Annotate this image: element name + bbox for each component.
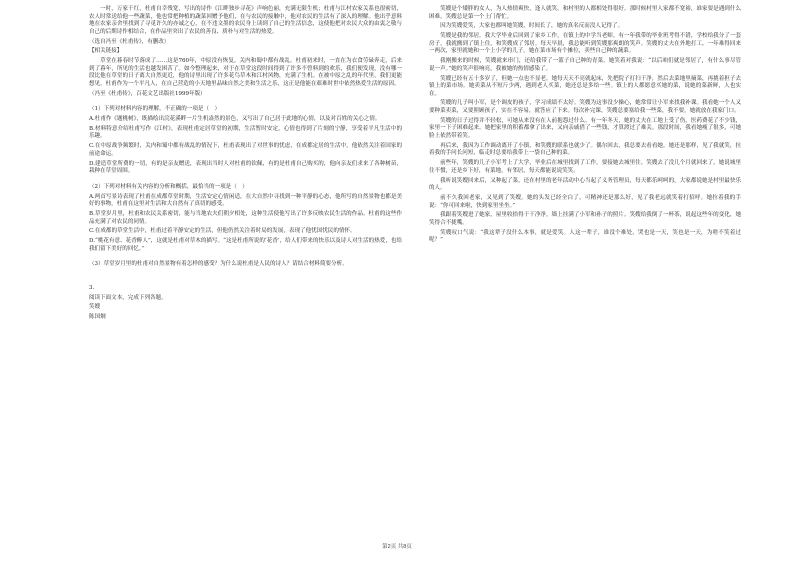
story-paragraph: 我听说笑嫂回来后，又种起了菜，还在村里的老年活动中心当起了义务管理员，每天都乐呵呵的，大家都说她是村里最快乐的人。 (429, 177, 741, 192)
question-2-option-a: A.两首写景诗表现了杜甫在成都草堂时期，生活安定心情闲适，在大自然中寻找到一种平静的心态，他所写的自然景物也都是美好的事物，杜甫在这里对生活和大自然有了真切的感受。 (89, 193, 402, 208)
story-paragraph: 前不久我回老家，又见到了笑嫂。她的头发已经全白了，可精神还是那么好，见了我老远就笑着打招呼。她拉着我的手说：“你可回来啦，快到家里坐坐。” (429, 194, 741, 209)
story-title: 笑嫂 (89, 304, 101, 311)
source-citation: （选自冯至《杜甫传》，有删改） (89, 38, 170, 45)
story-paragraph: 笑嫂的日子过得并不轻松，可她从来没有在人前抱怨过什么。有一年冬天，她的丈夫在工地上受了伤，医药费花了不少钱，家里一下子困难起来。她把家里的积蓄都拿了出来，又向亲戚借了一些钱，才算渡过了难关。那段时间，我看她瘦了很多，可她脸上依然带着笑。 (429, 117, 741, 140)
question-3-stem: （3）草堂岁月里的杜甫对自然景物有着怎样的感受？为什么说杜甫是人民的诗人？请结合材料简要分析。 (89, 261, 348, 268)
story-paragraph: 前些年，笑嫂的儿子小军考上了大学，毕业后在城里找到了工作，要接她去城里住。笑嫂去了没几个月就回来了，她说城里住不惯，还是乡下好，有菜地，有邻居，每天都能说说笑笑。 (429, 160, 741, 174)
story-paragraph: 我刚搬来的时候，笑嫂就来串门，还给我带了一篮子自己种的青菜。她笑着对我说：“以后咱们就是邻居了，有什么事尽管说一声。”她的笑声很响亮，我被她的热情感染了。 (429, 58, 741, 72)
question-2-stem: （2）下列对材料有关内容的分析和概括，最恰当的一项是（ ） (89, 183, 248, 190)
right-column (429, 6, 741, 247)
question-1-option-b: B.材料特意介绍杜甫写作《江村》，表现杜甫定居草堂的初期，生活暂时安定，心情也得到了片刻的宁静，享受着平凡生活中的乐趣。 (89, 125, 402, 140)
question-1-option-a: A.杜甫作《题桃树》，既描绘出浣花溪畔一片生机盎然的景色，又写出了自己居于此地的心情，以及对百姓的关心之情。 (89, 116, 381, 123)
question-1-option-c: C.在中原战争频繁时，关内和蜀中都有战乱的情况下，杜甫表现出了对世事的忧虑，在成都定居的生活中，他依然关注着国家的前途命运。 (89, 143, 402, 157)
question-number: 3. (89, 284, 95, 291)
story-paragraph: 笑嫂是我的邻居。我大学毕业后回到了家乡工作，在镇上的中学当老师。有一年我带的毕业班考得不错，学校给我分了一套房子，我就搬到了镇上住，和笑嫂成了邻居。每天早晨，我总能听到笑嫂那爽朗的笑声。笑嫂的丈夫在外地打工，一年难得回来一两次，家里就她和一个上小学的儿子。她在菜市场有个摊位，卖些自己种的蔬菜。 (429, 33, 741, 55)
section-heading-related: 【相关链接】 (89, 48, 123, 55)
story-paragraph: 笑嫂已经有五十多岁了，但她一点也不显老。她每天天不亮就起床，先把院子打扫干净，然后去菜地里摘菜，再挑着担子去镇上的菜市场。她卖菜从不短斤少两，遇到老人买菜，她还总是多给一些。镇上的人都愿意买她的菜，说她的菜新鲜，人也实在。 (429, 75, 741, 97)
related-source: （冯至《杜甫传》，百花文艺出版社1999年版） (89, 90, 206, 97)
body-paragraph: 一时，万家千红，杜甫自幸残宽，写出的诗作《江畔独步寻花》声响色丽，充满无限生机；杜甫与江村农家关系也很密切，农人时常送给他一些蔬菜，他也常把种植的蔬菜回赠予他们，在与农民的接触中，他对农民的生活有了深入的理解。他出乎意料地在农家亲舍里找到了寻觅许久的亦诚之心，在不违文墨的农民身上读到了自己的生活信念，这使他把对农民大众的由衷之敬与自己的后期诗作相结合，在作品里突出了农民的善良、质朴与对生活的热爱。 (89, 6, 402, 35)
question-2-option-c: C.在成都的草堂生活中，杜甫过着平静安定的生活，但他仍然关注着时局的发展，表现了他忧国忧民的情怀。 (89, 228, 356, 235)
question-1-stem: （1）下列对材料内容的理解，不正确的一项是（ ） (89, 106, 221, 113)
page-footer: 第2页 共8页 (382, 544, 412, 550)
story-paragraph: 再后来，我因为工作调动离开了小镇，和笑嫂的联系也就少了。偶尔回去，我总要去看看她。她还是那样，见了我就笑，拉着我的手问长问短，临走时总要给我带上一袋自己种的菜。 (429, 142, 741, 157)
story-paragraph: 笑嫂是个矮胖的女人，为人热情爽快，逢人就笑，和村里的人都相处得很好。那时候村里人家都不宽裕，谁家要是遇到什么困难，笑嫂总是第一个上门帮忙。 (429, 6, 741, 20)
left-column (89, 6, 402, 324)
question-2-option-d: D.“桃花有意、花香醉人”，这就是杜甫对草木的描写。“这是杜甫所说的‘花香’，给人们带来的快乐以及诗人对生活的热爱，也给我们留下美好的回忆。” (89, 238, 402, 252)
related-paragraph: 草堂在暮春时节落成了……这是760年，中原没有恢复，关内和蜀中都有战乱。杜甫初来时，一直在为衣食劳碌奔走，后来到了暮年，所见的生活也越发困苦了。如今整理起来，对于在草堂这段时间得到了许多不曾料到的欢乐，我们便发现，没有哪一段比他在草堂的日子离大自然更近，他的诗里出现了许多花鸟草木和江村风物，充满了生机。在被中原之乱的年代里，我们更能想见，杜甫作为一个平凡人，在自己营造的小天地里品味自然之美和生活之乐，这正是他能在艰难时世中依然热爱生活的原因。 (89, 58, 402, 87)
question-2-option-b: B.草堂岁月里，杜甫和农民关系密切，能与当地农夫们朝夕相处，这种生活使他写出了许多反映农民生活的作品。杜甫的这些作品充满了对农民的同情。 (89, 210, 402, 225)
story-paragraph: 我跟着笑嫂进了她家，屋里收拾得干干净净，墙上挂满了小军和孙子的照片。笑嫂给我倒了一杯茶，说起这些年的变化，她笑得合不拢嘴。 (429, 212, 741, 226)
reading-instruction: 阅读下面文本，完成下列各题。 (89, 294, 167, 301)
story-paragraph: 笑嫂叹口气说：“我这辈子没什么本事，就是爱笑。人这一辈子，谁没个难处，哭也是一天，笑也是一天，为啥不笑着过呢？” (429, 229, 741, 244)
story-author: 陈国炯 (89, 314, 106, 321)
story-paragraph: 因为笑嫂爱笑，大家也都叫她笑嫂，时间长了，她的真名反而没人记得了。 (440, 23, 624, 30)
question-1-option-d: D.建造草堂所费的一切，有的是亲友赠送，表现出当时人对杜甫的钦佩，有的是杜甫自己购买的，他向亲友们求来了各种树苗，栽种在草堂周围。 (89, 160, 402, 175)
story-paragraph: 笑嫂的儿子叫小军，是个调皮的孩子，学习成绩不太好。笑嫂为这事没少操心，她常常让小军来找我补课。我看她一个人又要种菜卖菜，又要照顾孩子，实在不容易，就答应了下来。每次补完课，笑嫂总要塞给我一些菜，我不要，她就放在我家门口。 (429, 100, 741, 115)
